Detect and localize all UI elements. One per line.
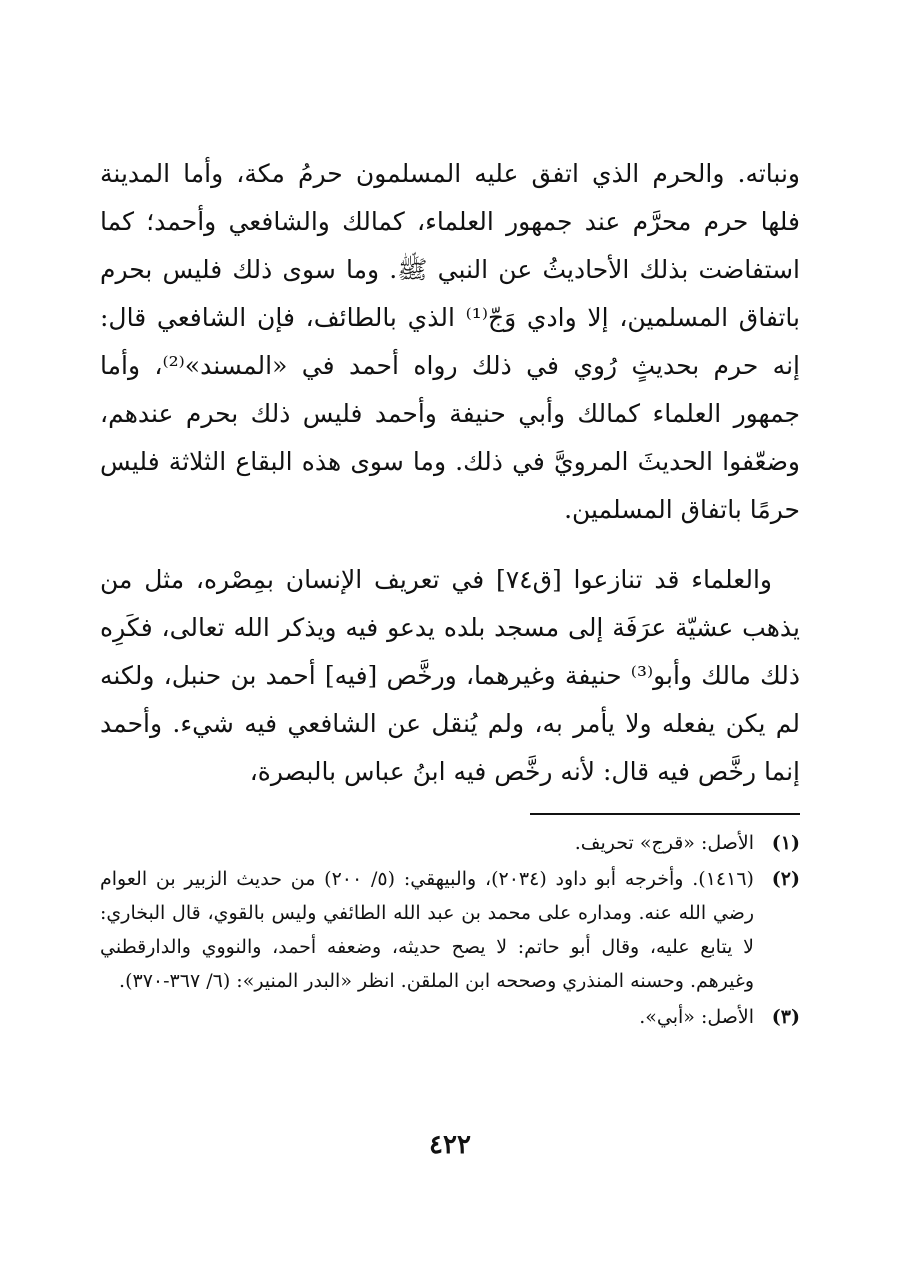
paragraph-2: والعلماء قد تنازعوا [ق٧٤] في تعريف الإنسان بمِصْره، مثل من يذهب عشيّة عرَفَة إلى مسجد بلده يدعو فيه ويذكر الله تعالى، فكَرِه ذلك مالك وأبو⁽³⁾ حنيفة وغيرهما، ورخَّص [فيه] أحمد بن حنبل، ولكنه لم يكن يفعله ولا يأمر به، ولم يُنقل عن الشافعي فيه شيء. وأحمد إنما رخَّص فيه قال: لأنه رخَّص فيه ابنُ عباس بالبصرة،	[100, 565, 800, 786]
footnote-number: (١)	[771, 832, 800, 854]
footnote-number: (٣)	[771, 1006, 800, 1028]
paragraph-1: ونباته. والحرم الذي اتفق عليه المسلمون حرمُ مكة، وأما المدينة فلها حرم محرَّم عند جمهور العلماء، كمالك والشافعي وأحمد؛ كما استفاضت بذلك الأحاديثُ عن النبي ﷺ. وما سوى ذلك فليس بحرم باتفاق المسلمين، إلا وادي وَجّ⁽¹⁾ الذي بالطائف، فإن الشافعي قال: إنه حرم بحديثٍ رُوي في ذلك رواه أحمد في «المسند»⁽²⁾، وأما جمهور العلماء كمالك وأبي حنيفة وأحمد فليس ذلك بحرم عندهم، وضعّفوا الحديثَ المرويَّ في ذلك. وما سوى هذه البقاع الثلاثة فليس حرمًا باتفاق المسلمين.	[100, 159, 800, 524]
footnote-separator	[530, 813, 800, 815]
main-text	[100, 150, 800, 796]
footnotes	[100, 826, 800, 1036]
footnote-2	[100, 862, 800, 998]
footnote-3	[100, 1000, 800, 1034]
footnote-text: الأصل: «أبي».	[639, 1006, 754, 1028]
page-number: ٤٢٢	[429, 1130, 471, 1160]
footnote-text: الأصل: «قرج» تحريف.	[574, 832, 754, 854]
footnote-text: (١٤١٦). وأخرجه أبو داود (٢٠٣٤)، والبيهقي: (٥/ ٢٠٠) من حديث الزبير بن العوام رضي الله عنه. ومداره على محمد بن عبد الله الطائفي وليس بالقوي، قال البخاري: لا يتابع عليه، وقال أبو حاتم: لا يصح حديثه، وضعفه أحمد، والنووي والدارقطني وغيرهم. وحسنه المنذري وصححه ابن الملقن. انظر «البدر المنير»: (٦/ ٣٦٧-٣٧٠).	[100, 868, 754, 992]
footnote-number: (٢)	[771, 868, 800, 890]
footnote-1	[100, 826, 800, 860]
